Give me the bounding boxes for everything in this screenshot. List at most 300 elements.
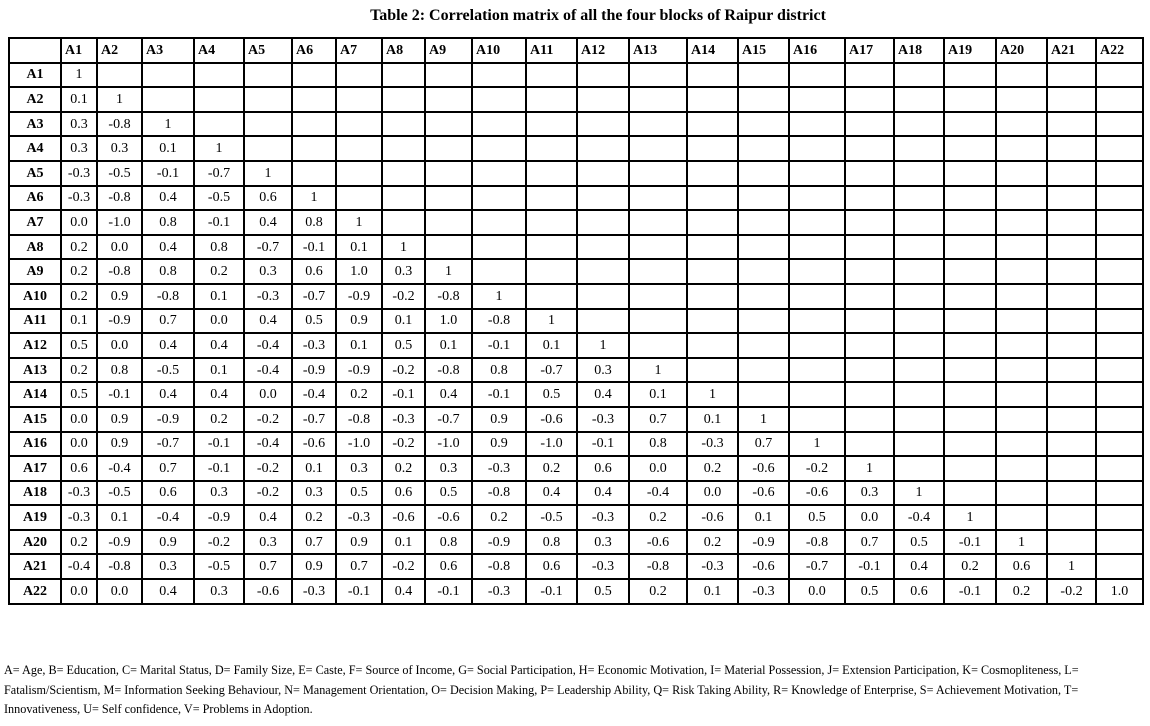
correlation-cell: 0.0 bbox=[97, 579, 142, 604]
correlation-cell bbox=[425, 63, 472, 88]
correlation-cell bbox=[629, 112, 687, 137]
correlation-cell bbox=[577, 87, 629, 112]
correlation-cell: 0.1 bbox=[61, 87, 97, 112]
correlation-cell bbox=[1047, 309, 1096, 334]
correlation-cell: 0.6 bbox=[244, 186, 292, 211]
correlation-cell: 0.9 bbox=[336, 530, 382, 555]
correlation-cell: 0.8 bbox=[425, 530, 472, 555]
correlation-cell: 1 bbox=[472, 284, 526, 309]
correlation-cell bbox=[789, 210, 845, 235]
column-header: A11 bbox=[526, 38, 577, 63]
correlation-cell bbox=[845, 210, 894, 235]
row-header: A12 bbox=[9, 333, 61, 358]
correlation-cell bbox=[526, 136, 577, 161]
table-row bbox=[9, 63, 1143, 88]
correlation-cell bbox=[382, 186, 425, 211]
correlation-cell: 0.5 bbox=[61, 333, 97, 358]
correlation-cell bbox=[894, 186, 944, 211]
correlation-cell bbox=[789, 358, 845, 383]
correlation-cell bbox=[1096, 136, 1143, 161]
correlation-cell: -0.8 bbox=[789, 530, 845, 555]
row-header: A18 bbox=[9, 481, 61, 506]
correlation-cell: -0.6 bbox=[687, 505, 738, 530]
correlation-cell: 0.2 bbox=[194, 259, 244, 284]
correlation-cell: 0.7 bbox=[629, 407, 687, 432]
correlation-cell: 1 bbox=[996, 530, 1047, 555]
correlation-cell: 0.4 bbox=[142, 186, 194, 211]
correlation-cell: 0.7 bbox=[142, 456, 194, 481]
correlation-cell bbox=[1096, 530, 1143, 555]
correlation-cell bbox=[1096, 112, 1143, 137]
correlation-cell bbox=[194, 112, 244, 137]
correlation-cell: 0.3 bbox=[244, 530, 292, 555]
correlation-cell: -0.3 bbox=[336, 505, 382, 530]
correlation-cell bbox=[1047, 456, 1096, 481]
correlation-cell bbox=[687, 186, 738, 211]
correlation-cell: 1 bbox=[738, 407, 789, 432]
correlation-cell: -0.9 bbox=[292, 358, 336, 383]
correlation-cell: 0.1 bbox=[194, 284, 244, 309]
table-row bbox=[9, 333, 1143, 358]
correlation-cell bbox=[845, 186, 894, 211]
correlation-cell: 0.6 bbox=[61, 456, 97, 481]
correlation-cell: 1.0 bbox=[1096, 579, 1143, 604]
correlation-cell bbox=[894, 87, 944, 112]
correlation-cell bbox=[687, 210, 738, 235]
correlation-cell: -0.1 bbox=[526, 579, 577, 604]
correlation-cell: 1 bbox=[292, 186, 336, 211]
correlation-cell: -0.1 bbox=[382, 382, 425, 407]
correlation-cell bbox=[244, 136, 292, 161]
correlation-cell: 0.1 bbox=[336, 333, 382, 358]
correlation-cell: -0.9 bbox=[142, 407, 194, 432]
correlation-cell bbox=[336, 112, 382, 137]
correlation-cell: 1 bbox=[1047, 554, 1096, 579]
correlation-cell: -0.3 bbox=[244, 284, 292, 309]
correlation-cell bbox=[526, 87, 577, 112]
correlation-cell: -0.3 bbox=[61, 505, 97, 530]
correlation-cell bbox=[1047, 530, 1096, 555]
correlation-cell bbox=[944, 456, 996, 481]
row-header: A9 bbox=[9, 259, 61, 284]
correlation-cell bbox=[944, 87, 996, 112]
correlation-cell: -0.9 bbox=[336, 284, 382, 309]
row-header: A5 bbox=[9, 161, 61, 186]
correlation-cell bbox=[425, 87, 472, 112]
correlation-cell bbox=[1096, 432, 1143, 457]
correlation-cell: -0.3 bbox=[61, 161, 97, 186]
correlation-cell: -0.5 bbox=[97, 481, 142, 506]
row-header: A3 bbox=[9, 112, 61, 137]
correlation-cell: -0.3 bbox=[292, 579, 336, 604]
correlation-cell: 0.3 bbox=[577, 530, 629, 555]
correlation-cell: 0.0 bbox=[61, 432, 97, 457]
column-header: A6 bbox=[292, 38, 336, 63]
correlation-cell: -1.0 bbox=[97, 210, 142, 235]
correlation-cell: 1 bbox=[687, 382, 738, 407]
correlation-cell: 1 bbox=[789, 432, 845, 457]
correlation-cell: -0.4 bbox=[629, 481, 687, 506]
correlation-cell bbox=[292, 112, 336, 137]
correlation-cell: -0.7 bbox=[526, 358, 577, 383]
correlation-cell bbox=[629, 309, 687, 334]
correlation-cell bbox=[1047, 136, 1096, 161]
correlation-cell: -1.0 bbox=[526, 432, 577, 457]
correlation-cell: 1 bbox=[944, 505, 996, 530]
correlation-cell bbox=[789, 87, 845, 112]
correlation-cell: 1 bbox=[382, 235, 425, 260]
correlation-cell: 0.8 bbox=[142, 259, 194, 284]
correlation-cell bbox=[292, 87, 336, 112]
correlation-cell bbox=[738, 235, 789, 260]
correlation-cell: 0.1 bbox=[61, 309, 97, 334]
correlation-cell bbox=[526, 112, 577, 137]
correlation-cell: -0.1 bbox=[845, 554, 894, 579]
correlation-cell bbox=[336, 161, 382, 186]
correlation-cell: -0.8 bbox=[142, 284, 194, 309]
table-row bbox=[9, 210, 1143, 235]
correlation-cell: -0.3 bbox=[687, 432, 738, 457]
table-row bbox=[9, 284, 1143, 309]
row-header: A8 bbox=[9, 235, 61, 260]
correlation-cell: 1 bbox=[61, 63, 97, 88]
correlation-cell: -0.6 bbox=[425, 505, 472, 530]
correlation-cell bbox=[577, 136, 629, 161]
correlation-cell bbox=[687, 284, 738, 309]
column-header: A19 bbox=[944, 38, 996, 63]
column-header: A12 bbox=[577, 38, 629, 63]
correlation-cell: 0.4 bbox=[894, 554, 944, 579]
correlation-cell bbox=[687, 235, 738, 260]
correlation-cell bbox=[336, 63, 382, 88]
correlation-cell bbox=[789, 333, 845, 358]
correlation-cell: 0.0 bbox=[61, 579, 97, 604]
correlation-cell bbox=[1047, 87, 1096, 112]
correlation-cell bbox=[996, 432, 1047, 457]
correlation-cell: -0.2 bbox=[382, 554, 425, 579]
correlation-cell: 0.5 bbox=[894, 530, 944, 555]
correlation-cell: -0.2 bbox=[244, 407, 292, 432]
correlation-cell bbox=[996, 407, 1047, 432]
correlation-cell: 0.4 bbox=[382, 579, 425, 604]
correlation-cell bbox=[687, 87, 738, 112]
correlation-cell: 0.3 bbox=[336, 456, 382, 481]
correlation-cell: -0.1 bbox=[944, 579, 996, 604]
row-header: A20 bbox=[9, 530, 61, 555]
correlation-cell: 0.2 bbox=[336, 382, 382, 407]
correlation-cell bbox=[845, 333, 894, 358]
correlation-cell bbox=[738, 309, 789, 334]
correlation-cell bbox=[996, 333, 1047, 358]
correlation-cell: 0.4 bbox=[142, 579, 194, 604]
correlation-cell bbox=[894, 161, 944, 186]
column-header: A3 bbox=[142, 38, 194, 63]
correlation-cell: 0.7 bbox=[738, 432, 789, 457]
correlation-cell: -0.6 bbox=[244, 579, 292, 604]
correlation-cell bbox=[1096, 481, 1143, 506]
correlation-cell: 0.3 bbox=[142, 554, 194, 579]
correlation-cell bbox=[894, 284, 944, 309]
header-row bbox=[9, 38, 1143, 63]
table-row bbox=[9, 456, 1143, 481]
correlation-cell bbox=[1096, 186, 1143, 211]
correlation-cell bbox=[244, 63, 292, 88]
correlation-cell: 0.4 bbox=[577, 382, 629, 407]
correlation-cell bbox=[789, 63, 845, 88]
correlation-cell: -0.1 bbox=[292, 235, 336, 260]
correlation-cell: -0.8 bbox=[97, 112, 142, 137]
column-header: A1 bbox=[61, 38, 97, 63]
correlation-cell: 0.2 bbox=[61, 235, 97, 260]
correlation-cell bbox=[894, 407, 944, 432]
correlation-cell bbox=[577, 161, 629, 186]
correlation-cell: 0.8 bbox=[526, 530, 577, 555]
correlation-cell bbox=[1096, 309, 1143, 334]
correlation-cell bbox=[894, 432, 944, 457]
correlation-cell: 0.1 bbox=[382, 530, 425, 555]
correlation-cell bbox=[738, 63, 789, 88]
table-row bbox=[9, 579, 1143, 604]
correlation-cell bbox=[996, 63, 1047, 88]
correlation-cell bbox=[336, 87, 382, 112]
correlation-cell: 0.3 bbox=[97, 136, 142, 161]
correlation-cell: 0.2 bbox=[944, 554, 996, 579]
correlation-cell: 0.4 bbox=[194, 382, 244, 407]
correlation-cell bbox=[526, 186, 577, 211]
correlation-cell bbox=[526, 210, 577, 235]
correlation-cell bbox=[577, 284, 629, 309]
correlation-cell: 0.4 bbox=[425, 382, 472, 407]
correlation-cell bbox=[789, 284, 845, 309]
correlation-cell: 0.5 bbox=[845, 579, 894, 604]
correlation-cell: -0.8 bbox=[472, 554, 526, 579]
correlation-cell: -0.6 bbox=[382, 505, 425, 530]
correlation-cell bbox=[425, 161, 472, 186]
correlation-cell: -0.5 bbox=[526, 505, 577, 530]
correlation-cell bbox=[738, 382, 789, 407]
correlation-cell bbox=[789, 382, 845, 407]
correlation-cell: -0.1 bbox=[577, 432, 629, 457]
correlation-cell: 1 bbox=[526, 309, 577, 334]
correlation-cell: 0.4 bbox=[244, 309, 292, 334]
correlation-cell: -0.1 bbox=[194, 456, 244, 481]
correlation-cell: 0.0 bbox=[97, 235, 142, 260]
correlation-cell: 0.9 bbox=[336, 309, 382, 334]
correlation-cell: 1 bbox=[425, 259, 472, 284]
correlation-cell bbox=[845, 87, 894, 112]
correlation-cell: 0.1 bbox=[425, 333, 472, 358]
column-header: A8 bbox=[382, 38, 425, 63]
correlation-cell: 1 bbox=[577, 333, 629, 358]
correlation-cell bbox=[472, 136, 526, 161]
table-row bbox=[9, 259, 1143, 284]
correlation-cell: -0.3 bbox=[577, 407, 629, 432]
correlation-cell: 0.2 bbox=[996, 579, 1047, 604]
correlation-cell bbox=[244, 112, 292, 137]
correlation-cell: 0.3 bbox=[61, 136, 97, 161]
correlation-cell bbox=[894, 259, 944, 284]
correlation-cell bbox=[738, 87, 789, 112]
correlation-cell: -0.4 bbox=[244, 358, 292, 383]
correlation-cell bbox=[845, 112, 894, 137]
correlation-cell: -0.8 bbox=[472, 309, 526, 334]
correlation-cell: -0.3 bbox=[577, 505, 629, 530]
correlation-cell bbox=[738, 259, 789, 284]
table-row bbox=[9, 407, 1143, 432]
correlation-cell bbox=[894, 210, 944, 235]
correlation-cell bbox=[845, 309, 894, 334]
correlation-cell: 0.0 bbox=[789, 579, 845, 604]
correlation-cell bbox=[845, 432, 894, 457]
correlation-cell bbox=[738, 358, 789, 383]
correlation-cell bbox=[382, 63, 425, 88]
correlation-cell: 0.2 bbox=[61, 530, 97, 555]
correlation-cell bbox=[292, 136, 336, 161]
correlation-cell: 0.7 bbox=[336, 554, 382, 579]
correlation-cell: -0.9 bbox=[97, 530, 142, 555]
correlation-cell bbox=[996, 284, 1047, 309]
footnote: A= Age, B= Education, C= Marital Status, D= Family Size, E= Caste, F= Source of Income, G= Social Participation, H= Economic Motivation, I= Material Possession, J= Extension Participation, K= Cosmopliteness, L= Fatalism/Scientism, M= Information Seeking Behaviour, N= Management Orientation, O= Decision Making, P= Leadership Ability, Q= Risk Taking Ability, R= Knowledge of Enterprise, S= Achievement Motivation, T= Innovativeness, U= Self confidence, V= Problems in Adoption. bbox=[4, 663, 1079, 716]
correlation-cell bbox=[687, 63, 738, 88]
correlation-cell bbox=[944, 382, 996, 407]
row-header: A21 bbox=[9, 554, 61, 579]
correlation-cell: 0.2 bbox=[687, 530, 738, 555]
correlation-cell bbox=[194, 87, 244, 112]
correlation-cell: -0.7 bbox=[194, 161, 244, 186]
correlation-cell: 1 bbox=[894, 481, 944, 506]
correlation-cell bbox=[526, 284, 577, 309]
correlation-cell bbox=[577, 112, 629, 137]
correlation-cell: -0.5 bbox=[194, 186, 244, 211]
correlation-cell: -0.7 bbox=[142, 432, 194, 457]
correlation-cell: 0.1 bbox=[526, 333, 577, 358]
correlation-cell bbox=[738, 136, 789, 161]
correlation-cell: 0.3 bbox=[61, 112, 97, 137]
correlation-cell: 0.4 bbox=[526, 481, 577, 506]
correlation-cell bbox=[996, 210, 1047, 235]
correlation-cell bbox=[382, 112, 425, 137]
correlation-cell bbox=[1096, 456, 1143, 481]
correlation-cell bbox=[944, 235, 996, 260]
correlation-cell bbox=[425, 210, 472, 235]
correlation-cell bbox=[1096, 259, 1143, 284]
correlation-cell bbox=[894, 235, 944, 260]
correlation-cell bbox=[577, 210, 629, 235]
correlation-cell: 0.9 bbox=[472, 407, 526, 432]
correlation-cell: 0.0 bbox=[687, 481, 738, 506]
correlation-cell bbox=[1047, 432, 1096, 457]
correlation-cell: 0.3 bbox=[382, 259, 425, 284]
correlation-cell: 0.6 bbox=[996, 554, 1047, 579]
correlation-cell: -0.6 bbox=[738, 481, 789, 506]
correlation-cell: 0.2 bbox=[194, 407, 244, 432]
correlation-cell: -0.9 bbox=[738, 530, 789, 555]
row-header: A1 bbox=[9, 63, 61, 88]
table-row bbox=[9, 136, 1143, 161]
correlation-cell: -0.3 bbox=[61, 186, 97, 211]
correlation-cell bbox=[996, 161, 1047, 186]
correlation-cell: 0.5 bbox=[336, 481, 382, 506]
correlation-cell bbox=[629, 210, 687, 235]
correlation-cell: 0.4 bbox=[142, 382, 194, 407]
correlation-cell bbox=[944, 136, 996, 161]
correlation-cell: -0.4 bbox=[244, 333, 292, 358]
correlation-cell: 0.0 bbox=[629, 456, 687, 481]
correlation-cell bbox=[629, 87, 687, 112]
column-header: A16 bbox=[789, 38, 845, 63]
correlation-cell bbox=[577, 235, 629, 260]
column-header: A22 bbox=[1096, 38, 1143, 63]
correlation-cell bbox=[687, 309, 738, 334]
correlation-cell bbox=[472, 112, 526, 137]
correlation-cell: -0.9 bbox=[97, 309, 142, 334]
correlation-cell bbox=[687, 259, 738, 284]
correlation-cell bbox=[944, 309, 996, 334]
correlation-cell: -0.4 bbox=[292, 382, 336, 407]
correlation-cell bbox=[845, 358, 894, 383]
correlation-cell bbox=[944, 186, 996, 211]
row-header: A19 bbox=[9, 505, 61, 530]
correlation-cell: 0.7 bbox=[244, 554, 292, 579]
correlation-cell bbox=[996, 87, 1047, 112]
correlation-cell bbox=[1047, 382, 1096, 407]
correlation-cell bbox=[194, 63, 244, 88]
row-header: A2 bbox=[9, 87, 61, 112]
correlation-cell: 1 bbox=[97, 87, 142, 112]
correlation-cell: 0.6 bbox=[382, 481, 425, 506]
correlation-cell: -0.9 bbox=[336, 358, 382, 383]
correlation-cell: 0.7 bbox=[845, 530, 894, 555]
row-header: A14 bbox=[9, 382, 61, 407]
correlation-cell bbox=[944, 210, 996, 235]
correlation-cell: 0.5 bbox=[292, 309, 336, 334]
correlation-cell: 0.2 bbox=[472, 505, 526, 530]
correlation-cell: 0.1 bbox=[687, 579, 738, 604]
correlation-cell: -0.8 bbox=[472, 481, 526, 506]
correlation-cell: 0.8 bbox=[142, 210, 194, 235]
correlation-cell: -0.6 bbox=[292, 432, 336, 457]
column-header: A17 bbox=[845, 38, 894, 63]
correlation-cell bbox=[789, 136, 845, 161]
correlation-cell: 1 bbox=[194, 136, 244, 161]
correlation-cell bbox=[1096, 333, 1143, 358]
correlation-cell: 0.6 bbox=[577, 456, 629, 481]
correlation-cell: 1 bbox=[244, 161, 292, 186]
correlation-cell: 0.0 bbox=[97, 333, 142, 358]
row-header: A22 bbox=[9, 579, 61, 604]
correlation-cell: 0.3 bbox=[244, 259, 292, 284]
correlation-cell bbox=[944, 259, 996, 284]
correlation-cell bbox=[894, 136, 944, 161]
table-row bbox=[9, 235, 1143, 260]
correlation-cell: -0.9 bbox=[472, 530, 526, 555]
table-row bbox=[9, 358, 1143, 383]
correlation-cell: -0.4 bbox=[244, 432, 292, 457]
correlation-cell: 0.6 bbox=[526, 554, 577, 579]
row-header: A16 bbox=[9, 432, 61, 457]
table-row bbox=[9, 186, 1143, 211]
row-header: A10 bbox=[9, 284, 61, 309]
correlation-cell bbox=[1096, 407, 1143, 432]
correlation-cell bbox=[425, 112, 472, 137]
correlation-cell: 0.5 bbox=[382, 333, 425, 358]
table-row bbox=[9, 161, 1143, 186]
table-row bbox=[9, 554, 1143, 579]
correlation-cell: 0.1 bbox=[336, 235, 382, 260]
correlation-cell bbox=[292, 161, 336, 186]
correlation-cell: -0.6 bbox=[789, 481, 845, 506]
column-header: A9 bbox=[425, 38, 472, 63]
